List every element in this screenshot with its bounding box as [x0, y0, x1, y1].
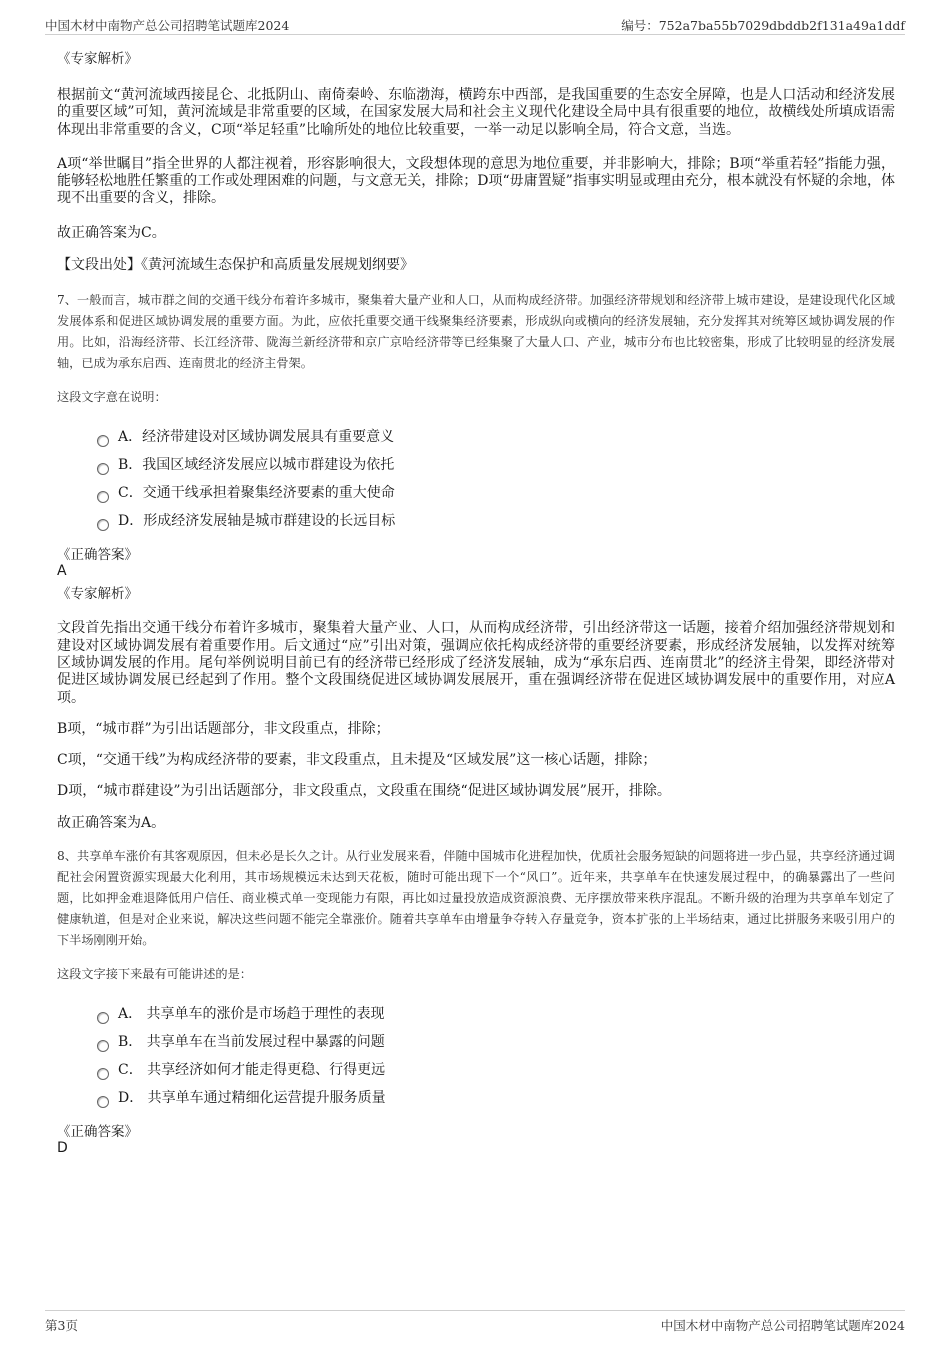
analysis-paragraph: 根据前文“黄河流域西接昆仑、北抵阴山、南倚秦岭、东临渤海，横跨东中西部，是我国重要的生态安全屏障，也是人口活动和经济发展的重要区域”可知，黄河流域是非常重要的区域，在国家发展大局和社会主义现代化建设全局中具有很重要的地位，故横线处所填成语需体现出非常重要的含义，C项“举足轻重”比喻所处的地位比较重要，一举一动足以影响全局，符合文意，当选。 [57, 87, 895, 138]
analysis-paragraph: A项“举世瞩目”指全世界的人都注视着，形容影响很大，文段想体现的意思为地位重要，并非影响大，排除；B项“举重若轻”指能力强，能够轻松地胜任繁重的工作或处理困难的问题，与文意无关，排除；D项“毋庸置疑”指事实明显或理由充分，根本就没有怀疑的余地，体现不出重要的含义，排除。 [57, 155, 895, 207]
footer-title: 中国木材中南物产总公司招聘笔试题库2024 [660, 1318, 905, 1333]
option-b[interactable]: B． 共享单车在当前发展过程中暴露的问题 [97, 1028, 895, 1056]
option-a[interactable]: A．经济带建设对区域协调发展具有重要意义 [97, 423, 895, 451]
radio-button[interactable] [97, 1096, 109, 1108]
option-c[interactable]: C．交通干线承担着聚集经济要素的重大使命 [97, 479, 895, 507]
radio-button[interactable] [97, 1012, 109, 1024]
page-content [57, 44, 895, 1156]
answer-value: A [57, 563, 67, 580]
page-number: 第3页 [45, 1318, 78, 1333]
analysis-label: 《专家解析》 [57, 586, 138, 603]
question-prompt: 这段文字意在说明： [57, 390, 167, 405]
radio-button[interactable] [97, 1040, 109, 1052]
option-d[interactable]: D． 共享单车通过精细化运营提升服务质量 [97, 1084, 895, 1112]
option-a[interactable]: A． 共享单车的涨价是市场趋于理性的表现 [97, 1000, 895, 1028]
option-list [57, 423, 895, 535]
option-d[interactable]: D．形成经济发展轴是城市群建设的长远目标 [97, 507, 895, 535]
analysis-option-b: B项，“城市群”为引出话题部分，非文段重点，排除； [57, 720, 390, 737]
radio-button[interactable] [97, 1068, 109, 1080]
header-doc-id: 编号：752a7ba55b7029dbddb2f131a49a1ddf [621, 18, 905, 33]
radio-button[interactable] [97, 519, 109, 531]
option-list [57, 1000, 895, 1112]
analysis-option-c: C项，“交通干线”为构成经济带的要素，非文段重点，且未提及“区域发展”这一核心话题，排除； [57, 752, 657, 769]
analysis-option-d: D项，“城市群建设”为引出话题部分，非文段重点，文段重在围绕“促进区域协调发展”展开，排除。 [57, 783, 671, 800]
answer-label: 《正确答案》 [57, 547, 138, 564]
analysis-conclusion: 故正确答案为C。 [57, 224, 166, 241]
source-citation: 【文段出处】《黄河流域生态保护和高质量发展规划纲要》 [57, 257, 414, 274]
header-title: 中国木材中南物产总公司招聘笔试题库2024 [45, 18, 290, 33]
answer-label: 《正确答案》 [57, 1124, 138, 1141]
analysis-label: 《专家解析》 [57, 51, 138, 67]
question-stem: 8、共享单车涨价有其客观原因，但未必是长久之计。从行业发展来看，伴随中国城市化进程加快，优质社会服务短缺的问题将进一步凸显，共享经济通过调配社会闲置资源实现最大化利用，其市场规模远未达到天花板，随时可能出现下一个“风口”。近年来，共享单车在快速发展过程中，的确暴露出了一些问题，比如押金难退降低用户信任、商业模式单一变现能力有限，再比如过量投放造成资源浪费、无序摆放带来秩序混乱。不断升级的治理为共享单车划定了健康轨道，但是对企业来说，解决这些问题不能完全靠涨价。随着共享单车由增量争夺转入存量竞争，资本扩张的上半场结束，通过比拼服务来吸引用户的下半场刚刚开始。 [57, 849, 895, 948]
radio-button[interactable] [97, 463, 109, 475]
analysis-conclusion: 故正确答案为A。 [57, 814, 166, 831]
page-header [45, 14, 905, 35]
analysis-paragraph: 文段首先指出交通干线分布着许多城市，聚集着大量产业、人口，从而构成经济带，引出经济带这一话题，接着介绍加强经济带规划和建设对区域协调发展有着重要作用。后文通过“应”引出对策，强调应依托构成经济带的重要经济要素，形成经济发展轴，以发挥对统筹区域协调发展的作用。尾句举例说明目前已有的经济带已经形成了经济发展轴，成为“承东启西、连南贯北”的经济主骨架，即经济带对促进区域协调发展已经起到了作用。整个文段围绕促进区域协调发展展开，重在强调经济带在促进区域协调发展中的重要作用，对应A项。 [57, 620, 895, 706]
answer-value: D [57, 1140, 68, 1157]
option-c[interactable]: C． 共享经济如何才能走得更稳、行得更远 [97, 1056, 895, 1084]
radio-button[interactable] [97, 491, 109, 503]
question-prompt: 这段文字接下来最有可能讲述的是： [57, 967, 252, 982]
question-stem: 7、一般而言，城市群之间的交通干线分布着许多城市，聚集着大量产业和人口，从而构成经济带。加强经济带规划和经济带上城市建设，是建设现代化区域发展体系和促进区域协调发展的重要方面。为此，应依托重要交通干线聚集经济要素，形成纵向或横向的经济发展轴，充分发挥其对统筹区域协调发展的作用。比如，沿海经济带、长江经济带、陇海兰新经济带和京广京哈经济带等已经集聚了大量人口、产业，城市分布也比较密集，形成了比较明显的经济发展轴，已成为承东启西、连南贯北的经济主骨架。 [57, 293, 895, 371]
radio-button[interactable] [97, 435, 109, 447]
option-b[interactable]: B．我国区域经济发展应以城市群建设为依托 [97, 451, 895, 479]
page-footer [45, 1310, 905, 1333]
